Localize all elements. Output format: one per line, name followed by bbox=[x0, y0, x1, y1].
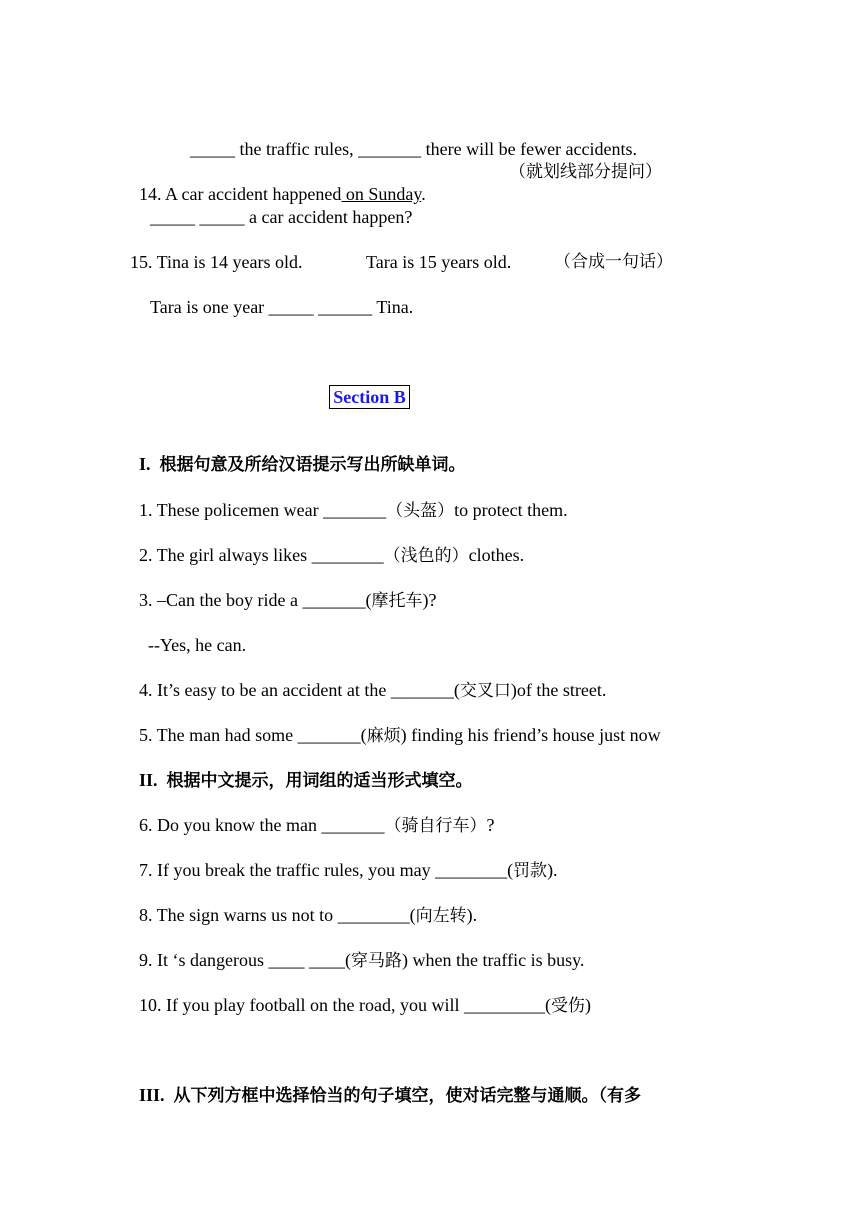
q15-second-sentence: Tara is 15 years old. bbox=[366, 252, 512, 272]
item-text-end: ? bbox=[486, 815, 495, 835]
item-hint: （浅色的） bbox=[383, 546, 469, 566]
q14-underlined-phrase: on Sunday bbox=[341, 184, 422, 204]
question-14 bbox=[130, 161, 426, 205]
item-text: 4. It’s easy to be an accident at the _______( bbox=[139, 680, 460, 700]
item-text-end: ). bbox=[547, 860, 558, 880]
item-text-end: )of the street. bbox=[510, 680, 607, 700]
q15-answer-line: Tara is one year _____ ______ Tina. bbox=[150, 297, 414, 317]
item-text: 1. These policemen wear _______ bbox=[139, 500, 387, 520]
item-text: 2. The girl always likes ________ bbox=[139, 545, 384, 565]
item-text-end: ) when the traffic is busy. bbox=[401, 950, 585, 970]
item-text: 5. The man had some _______( bbox=[139, 725, 367, 745]
item-text-end: to protect them. bbox=[454, 500, 568, 520]
part1-item-3-reply bbox=[130, 612, 246, 656]
item-hint: （头盔） bbox=[386, 501, 455, 521]
item-hint: 罚款 bbox=[513, 861, 548, 881]
q14-answer-line: _____ _____ a car accident happen? bbox=[150, 207, 413, 227]
q13-continuation bbox=[181, 116, 637, 160]
item-text-end: ) bbox=[584, 995, 591, 1015]
q15-hint: （合成一句话） bbox=[554, 252, 673, 272]
part1-item-4 bbox=[130, 657, 606, 702]
item-text-end: )? bbox=[422, 590, 437, 610]
q14-text: 14. A car accident happened bbox=[139, 184, 342, 204]
item-text-end: ) finding his friend’s house just now bbox=[400, 725, 661, 745]
q13-answer-line: _____ the traffic rules, _______ there will be fewer accidents. bbox=[190, 139, 638, 159]
item-text: 3. –Can the boy ride a _______( bbox=[139, 590, 372, 610]
item-text-end: ). bbox=[466, 905, 478, 925]
part1-instruction: 根据句意及所给汉语提示写出所缺单词。 bbox=[159, 455, 466, 475]
part2-instruction: 根据中文提示，用词组的适当形式填空。 bbox=[166, 771, 473, 791]
item-text: 7. If you break the traffic rules, you may ________( bbox=[139, 860, 514, 880]
item-hint: 受伤 bbox=[550, 996, 585, 1016]
part1-item-5 bbox=[130, 702, 661, 747]
part1-item-2 bbox=[130, 522, 524, 567]
part2-item-7 bbox=[130, 837, 558, 882]
item-text: 8. The sign warns us not to ________( bbox=[139, 905, 416, 925]
part3-heading bbox=[130, 1062, 641, 1107]
part2-item-9 bbox=[130, 927, 584, 972]
item-hint: 摩托车 bbox=[371, 591, 423, 611]
item-text-end: clothes. bbox=[468, 545, 525, 565]
part2-number: II. bbox=[139, 770, 158, 790]
part2-item-6 bbox=[130, 792, 494, 837]
part1-heading bbox=[130, 431, 466, 476]
item-hint: 向左转 bbox=[415, 906, 467, 926]
part1-item-1 bbox=[130, 477, 568, 522]
part3-number: III. bbox=[139, 1085, 165, 1105]
section-b-label: Section B bbox=[329, 385, 410, 409]
item-hint: （骑自行车） bbox=[384, 816, 487, 836]
item-hint: 交叉口 bbox=[459, 681, 511, 701]
part3-instruction: 从下列方框中选择恰当的句子填空，使对话完整与通顺。（有多 bbox=[173, 1086, 642, 1106]
q14-hint: （就划线部分提问） bbox=[509, 162, 662, 182]
question-15: 15. Tina is 14 years old. bbox=[130, 252, 303, 272]
item-text: 9. It ‘s dangerous ____ ____( bbox=[139, 950, 351, 970]
item-hint: 麻烦 bbox=[366, 726, 401, 746]
part2-item-10 bbox=[130, 972, 591, 1017]
item-text: 10. If you play football on the road, you will _________( bbox=[139, 995, 551, 1015]
item-hint: 穿马路 bbox=[350, 951, 402, 971]
q14-period: . bbox=[421, 184, 426, 204]
part1-number: I. bbox=[139, 454, 151, 474]
part2-item-8 bbox=[130, 882, 477, 927]
part2-heading bbox=[130, 747, 473, 792]
item-text: 6. Do you know the man _______ bbox=[139, 815, 385, 835]
item-text: --Yes, he can. bbox=[139, 635, 247, 655]
part1-item-3 bbox=[130, 567, 436, 612]
